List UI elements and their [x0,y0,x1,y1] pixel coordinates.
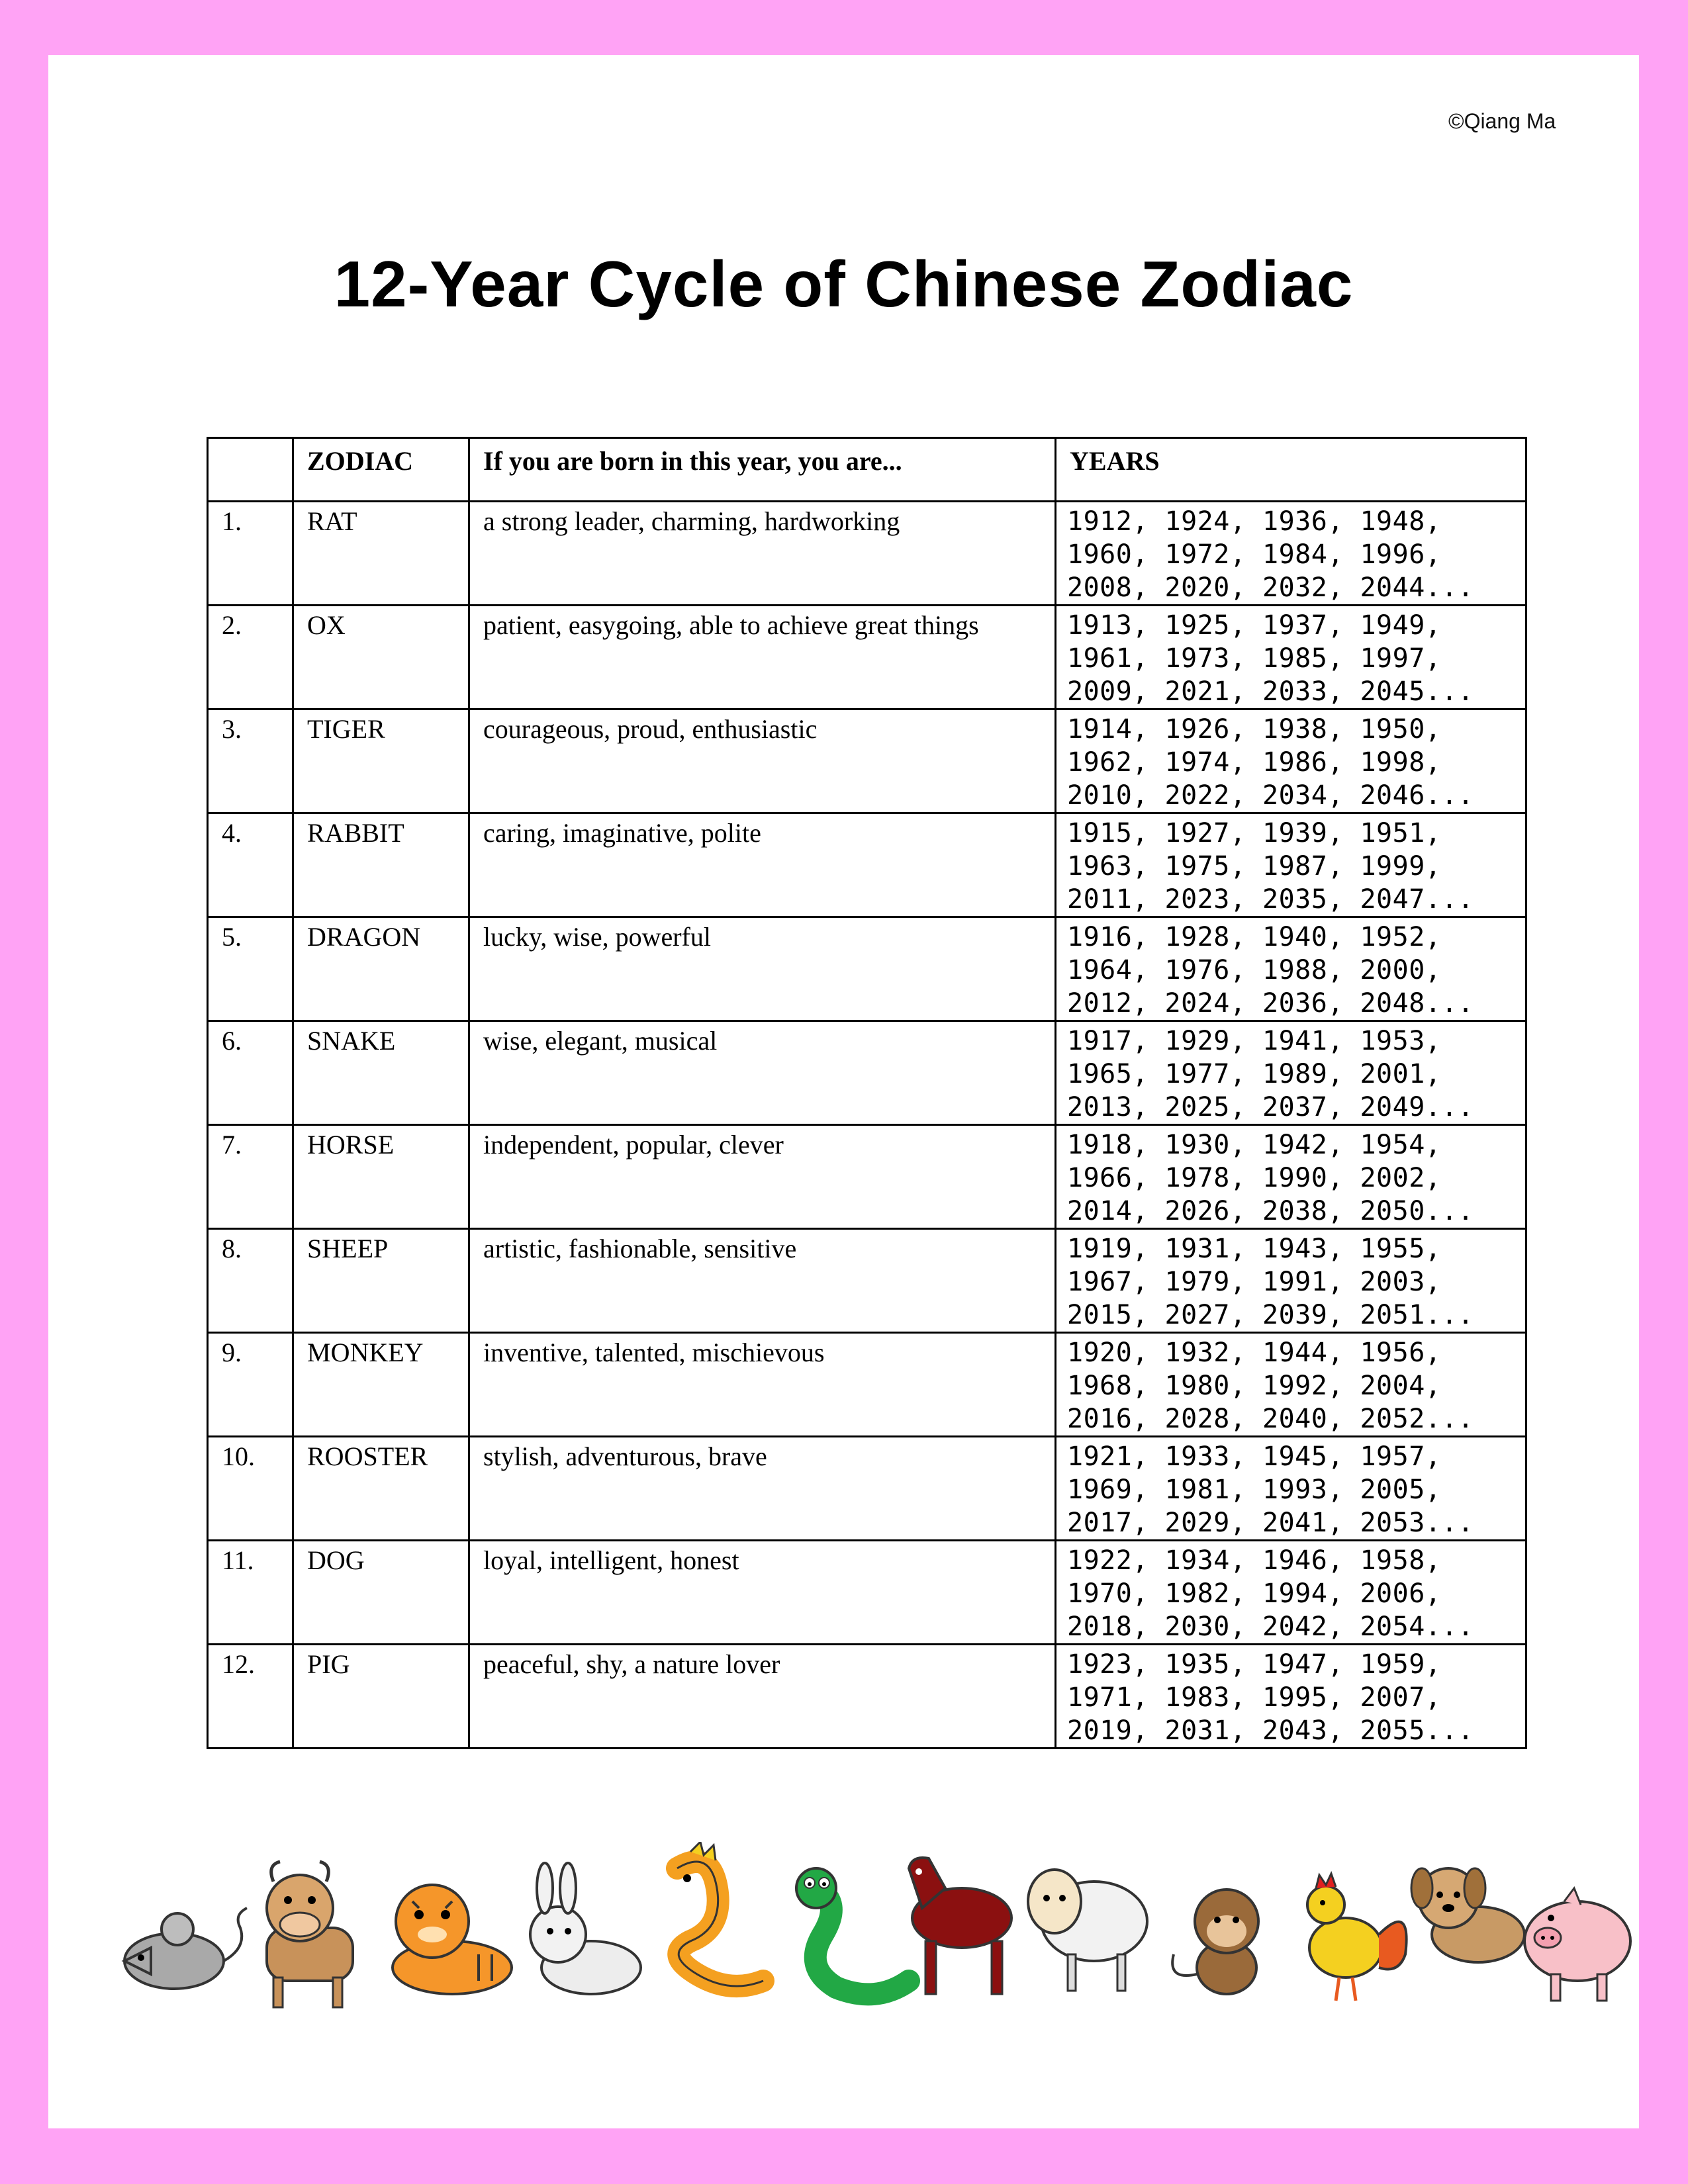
tiger-icon [393,1885,512,1994]
row-number: 2. [208,606,293,709]
header-number [208,438,293,502]
zodiac-name: RAT [293,502,469,606]
zodiac-name: SHEEP [293,1229,469,1333]
rabbit-icon [530,1863,641,1994]
table-row [208,1333,1526,1437]
horse-icon [909,1858,1011,1994]
table-row [208,709,1526,813]
sheep-icon [1028,1870,1147,1991]
table-row [208,917,1526,1021]
zodiac-traits: lucky, wise, powerful [469,917,1056,1021]
zodiac-name: DRAGON [293,917,469,1021]
zodiac-traits: wise, elegant, musical [469,1021,1056,1125]
zodiac-years: 1922, 1934, 1946, 1958, 1970, 1982, 1994, 2006, 2018, 2030, 2042, 2054... [1056,1541,1526,1645]
zodiac-traits: a strong leader, charming, hardworking [469,502,1056,606]
table-row [208,1229,1526,1333]
row-number: 7. [208,1125,293,1229]
monkey-icon [1172,1889,1258,1994]
header-zodiac: ZODIAC [293,438,469,502]
zodiac-years: 1923, 1935, 1947, 1959, 1971, 1983, 1995, 2007, 2019, 2031, 2043, 2055... [1056,1645,1526,1749]
zodiac-traits: patient, easygoing, able to achieve great things [469,606,1056,709]
row-number: 9. [208,1333,293,1437]
zodiac-traits: inventive, talented, mischievous [469,1333,1056,1437]
rooster-icon [1307,1874,1407,2001]
table-header-row [208,438,1526,502]
page-title: 12-Year Cycle of Chinese Zodiac [334,248,1354,320]
zodiac-years: 1912, 1924, 1936, 1948, 1960, 1972, 1984, 1996, 2008, 2020, 2032, 2044... [1056,502,1526,606]
zodiac-traits: courageous, proud, enthusiastic [469,709,1056,813]
zodiac-traits: peaceful, shy, a nature lover [469,1645,1056,1749]
row-number: 5. [208,917,293,1021]
zodiac-traits: stylish, adventurous, brave [469,1437,1056,1541]
row-number: 12. [208,1645,293,1749]
snake-icon [796,1868,909,1994]
zodiac-years: 1914, 1926, 1938, 1950, 1962, 1974, 1986, 1998, 2010, 2022, 2034, 2046... [1056,709,1526,813]
zodiac-name: ROOSTER [293,1437,469,1541]
dragon-icon [677,1842,763,1986]
table-row [208,1437,1526,1541]
zodiac-name: TIGER [293,709,469,813]
table-row [208,502,1526,606]
pig-icon [1524,1888,1630,2001]
zodiac-name: RABBIT [293,813,469,917]
zodiac-years: 1921, 1933, 1945, 1957, 1969, 1981, 1993, 2005, 2017, 2029, 2041, 2053... [1056,1437,1526,1541]
rat-icon [124,1908,247,1989]
row-number: 3. [208,709,293,813]
zodiac-name: MONKEY [293,1333,469,1437]
header-years: YEARS [1056,438,1526,502]
row-number: 8. [208,1229,293,1333]
zodiac-traits: independent, popular, clever [469,1125,1056,1229]
copyright-notice: ©Qiang Ma [1448,109,1556,133]
row-number: 11. [208,1541,293,1645]
zodiac-traits: artistic, fashionable, sensitive [469,1229,1056,1333]
zodiac-traits: loyal, intelligent, honest [469,1541,1056,1645]
table-row [208,606,1526,709]
zodiac-name: DOG [293,1541,469,1645]
zodiac-years: 1917, 1929, 1941, 1953, 1965, 1977, 1989, 2001, 2013, 2025, 2037, 2049... [1056,1021,1526,1125]
row-number: 1. [208,502,293,606]
zodiac-traits: caring, imaginative, polite [469,813,1056,917]
table-row [208,1645,1526,1749]
row-number: 4. [208,813,293,917]
ox-icon [267,1862,353,2007]
zodiac-name: HORSE [293,1125,469,1229]
zodiac-years: 1918, 1930, 1942, 1954, 1966, 1978, 1990, 2002, 2014, 2026, 2038, 2050... [1056,1125,1526,1229]
worksheet-page [48,55,1639,2128]
table-row [208,1021,1526,1125]
zodiac-years: 1915, 1927, 1939, 1951, 1963, 1975, 1987, 1999, 2011, 2023, 2035, 2047... [1056,813,1526,917]
table-row [208,813,1526,917]
zodiac-name: OX [293,606,469,709]
zodiac-name: SNAKE [293,1021,469,1125]
dog-icon [1411,1868,1524,1962]
row-number: 10. [208,1437,293,1541]
row-number: 6. [208,1021,293,1125]
zodiac-name: PIG [293,1645,469,1749]
zodiac-years: 1916, 1928, 1940, 1952, 1964, 1976, 1988, 2000, 2012, 2024, 2036, 2048... [1056,917,1526,1021]
table-row [208,1541,1526,1645]
header-traits: If you are born in this year, you are... [469,438,1056,502]
zodiac-years: 1913, 1925, 1937, 1949, 1961, 1973, 1985, 1997, 2009, 2021, 2033, 2045... [1056,606,1526,709]
table-row [208,1125,1526,1229]
zodiac-animals-strip [115,1842,1637,2014]
zodiac-years: 1920, 1932, 1944, 1956, 1968, 1980, 1992, 2004, 2016, 2028, 2040, 2052... [1056,1333,1526,1437]
zodiac-years: 1919, 1931, 1943, 1955, 1967, 1979, 1991, 2003, 2015, 2027, 2039, 2051... [1056,1229,1526,1333]
zodiac-table [207,437,1527,1749]
